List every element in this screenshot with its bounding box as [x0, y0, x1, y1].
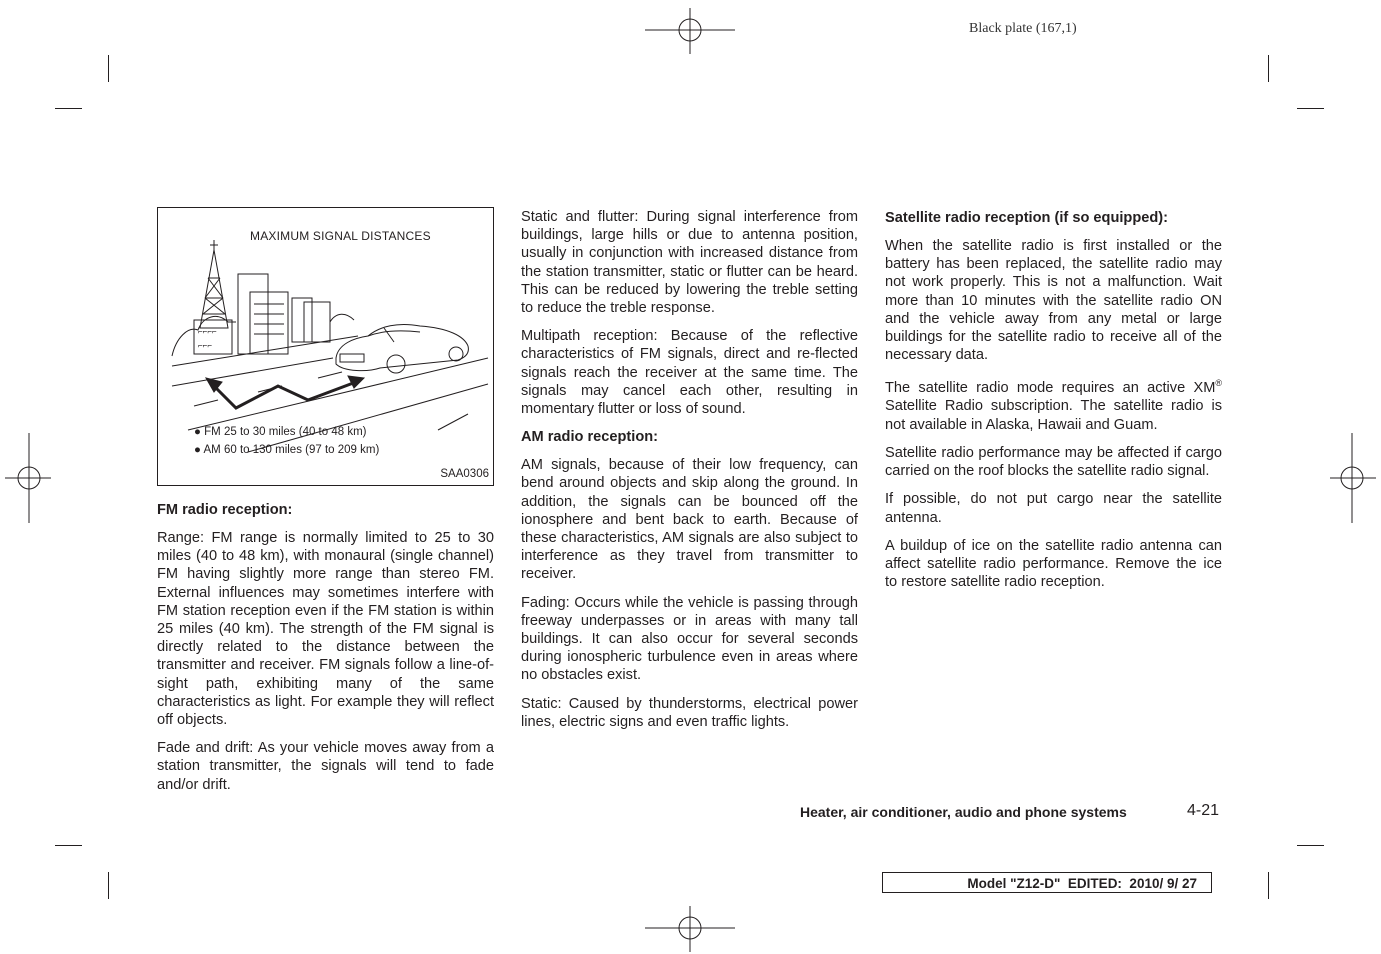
subscription-text: The satellite radio mode requires an active XM: [885, 380, 1216, 397]
static-flutter-paragraph: Static and flutter: During signal interference from buildings, large hills or due to antenna position, usually in conjunction with increased distance from the station transmitter, static or flutter can be heard. This can be reduced by lowering the treble setting to reduce the treble response.: [521, 209, 858, 317]
svg-text:⌐⌐⌐: ⌐⌐⌐: [198, 341, 213, 350]
figure-code: SAA0306: [440, 468, 489, 480]
crop-mark: [108, 872, 109, 899]
figure-bullet-am-text: AM 60 to 130 miles (97 to 209 km): [203, 444, 380, 456]
column-satellite: [885, 209, 1222, 601]
plate-label: Black plate (167,1): [969, 21, 1077, 36]
fm-fade-paragraph: Fade and drift: As your vehicle moves away from a station transmitter, the signals will tend to fade and/or drift.: [157, 740, 494, 793]
fm-range-paragraph: Range: FM range is normally limited to 25 to 30 miles (40 to 48 km), with monaural (single channel) FM having slightly more range than stereo FM. External influences may sometimes interfere with FM station reception even if the FM station is within 25 miles (40 km). The strength of the FM signal is directly related to the distance between the transmitter and receiver. FM signals follow a line-of-sight path, exhibiting many of the same characteristics as light. For example they will reflect off objects.: [157, 530, 494, 729]
satellite-antenna-paragraph: If possible, do not put cargo near the satellite antenna.: [885, 491, 1222, 526]
satellite-ice-paragraph: A buildup of ice on the satellite radio antenna can affect satellite radio performance. Remove the ice to restore satellite radio reception.: [885, 537, 1222, 591]
crop-mark: [108, 55, 109, 82]
crop-mark: [1297, 108, 1324, 109]
fm-heading: FM radio reception:: [157, 502, 293, 518]
figure-bullet-fm: ● FM 25 to 30 miles (40 to 48 km): [194, 426, 367, 438]
registration-mark-left: [5, 433, 51, 523]
registered-mark: ®: [1215, 378, 1222, 389]
svg-text:⌐⌐⌐⌐: ⌐⌐⌐⌐: [198, 327, 217, 336]
signal-distance-figure: [157, 207, 494, 486]
satellite-heading: Satellite radio reception (if so equipped):: [885, 210, 1168, 226]
registration-mark-right: [1330, 433, 1376, 523]
crop-mark: [55, 108, 82, 109]
registration-mark-top: [645, 8, 735, 54]
figure-bullet-am: ● AM 60 to 130 miles (97 to 209 km): [194, 444, 380, 456]
crop-mark: [1297, 845, 1324, 846]
satellite-subscription-paragraph: [885, 374, 1222, 433]
static-paragraph: Static: Caused by thunderstorms, electrical power lines, electric signs and even traffic lights.: [521, 695, 858, 730]
section-title: Heater, air conditioner, audio and phone systems: [800, 804, 1127, 820]
figure-title: MAXIMUM SIGNAL DISTANCES: [250, 229, 431, 243]
satellite-install-paragraph: When the satellite radio is first installed or the battery has been replaced, the satellite radio may not work properly. This is not a malfunction. Wait more than 10 minutes with the satellite radio ON and the vehicle away from any metal or large buildings for the satellite radio to receive all of the necessary data.: [885, 238, 1222, 364]
radio-signal-illustration: [158, 208, 493, 458]
column-am: [521, 208, 858, 741]
figure-bullet-fm-text: FM 25 to 30 miles (40 to 48 km): [204, 426, 367, 438]
fading-paragraph: Fading: Occurs while the vehicle is passing through freeway underpasses or in areas with many tall buildings. It can also occur for several seconds during ionospheric turbulence even in areas where no obstacles exist.: [521, 594, 858, 684]
column-fm: [157, 501, 494, 804]
subscription-text-rest: Satellite Radio subscription. The satellite radio is not available in Alaska, Hawaii and Guam.: [885, 398, 1222, 433]
crop-mark: [55, 845, 82, 846]
am-signals-paragraph: AM signals, because of their low frequency, can bend around objects and skip along the ground. In addition, the signals can be bounced off the ionosphere and bent back to earth. Because of these characteristics, AM signals are also subject to interference as they travel from transmitter to receiver.: [521, 457, 858, 583]
crop-mark: [1268, 872, 1269, 899]
multipath-paragraph: Multipath reception: Because of the reflective characteristics of FM signals, direct and re-flected signals reach the receiver at the same time. The signals may cancel each other, resulting in momentary flutter or loss of sound.: [521, 328, 858, 418]
model-edit-box: Model "Z12-D" EDITED: 2010/ 9/ 27: [882, 872, 1212, 893]
registration-mark-bottom: [645, 906, 735, 952]
page-number: 4-21: [1187, 802, 1220, 819]
crop-mark: [1268, 55, 1269, 82]
satellite-cargo-paragraph: Satellite radio performance may be affected if cargo carried on the roof blocks the satellite radio signal.: [885, 444, 1222, 480]
am-heading: AM radio reception:: [521, 429, 659, 446]
